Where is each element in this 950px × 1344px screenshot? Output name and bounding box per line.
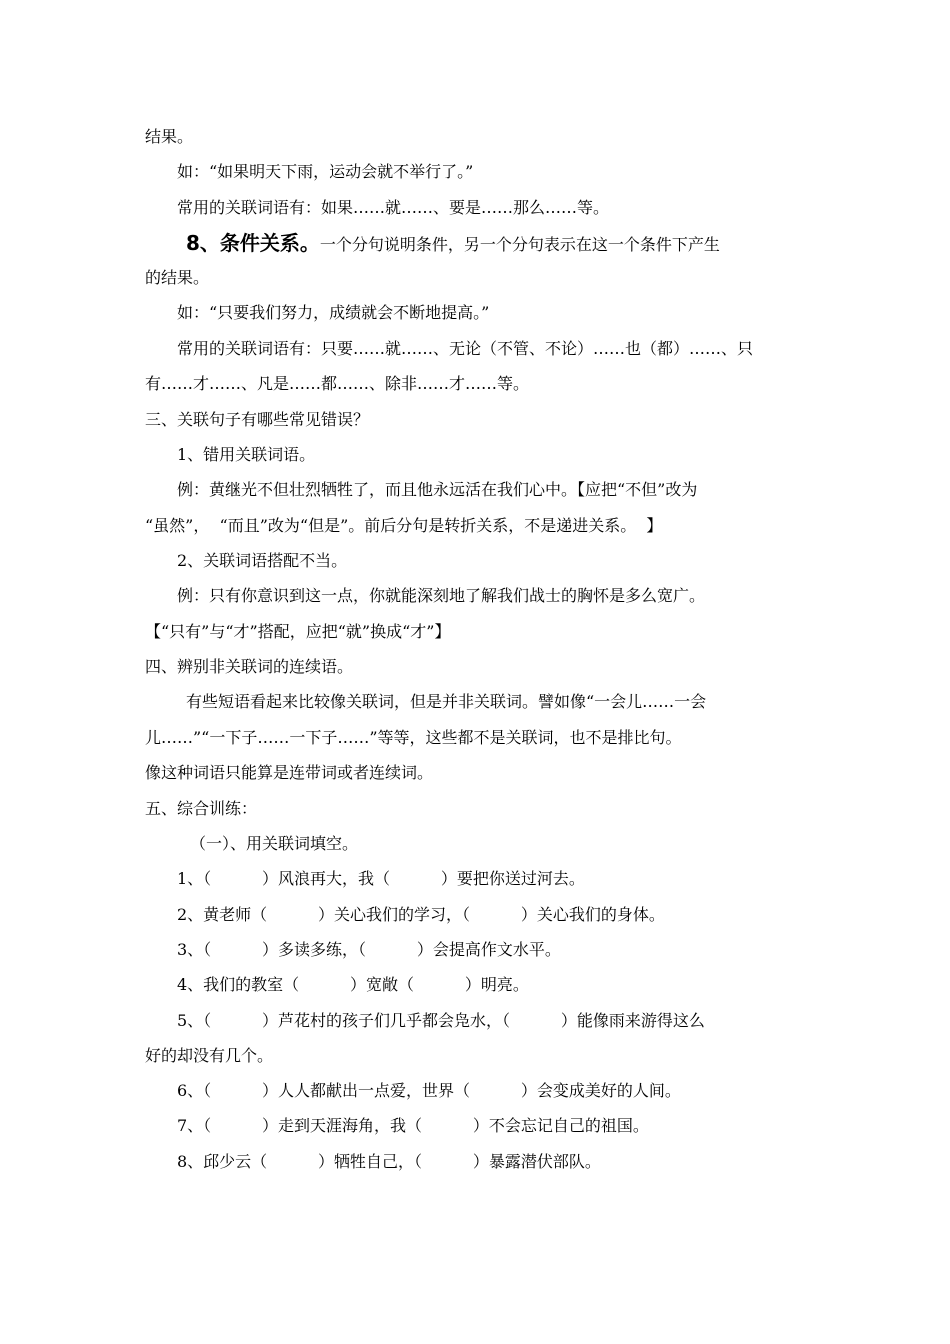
text-line: 一个分句说明条件，另一个分句表示在这一个条件下产生 — [319, 235, 720, 254]
section-title: 五、综合训练： — [145, 799, 258, 818]
text-line: 好的却没有几个。 — [145, 1046, 274, 1065]
exercise-item: 3、（ ）多读多练，（ ）会提高作文水平。 — [177, 940, 561, 959]
example-line: 例：黄继光不但壮烈牺牲了，而且他永远活在我们心中。【应把“不但”改为 — [177, 480, 698, 499]
exercise-item: 1、（ ）风浪再大，我（ ）要把你送过河去。 — [177, 869, 585, 888]
subsection-title: 2、关联词语搭配不当。 — [177, 551, 348, 570]
example-line: 例：只有你意识到这一点，你就能深刻地了解我们战士的胸怀是多么宽广。 — [177, 586, 706, 605]
exercise-item: 6、（ ）人人都献出一点爱，世界（ ）会变成美好的人间。 — [177, 1081, 681, 1100]
example-line: 如：“如果明天下雨，运动会就不举行了。” — [177, 162, 474, 181]
subsection-title: 1、错用关联词语。 — [177, 445, 316, 464]
text-line: 【“只有”与“才”搭配，应把“就”换成“才”】 — [145, 622, 451, 641]
text-line: 像这种词语只能算是连带词或者连续词。 — [145, 763, 434, 782]
section-title: 三、关联句子有哪些常见错误？ — [145, 410, 370, 429]
exercise-item: 7、（ ）走到天涯海角，我（ ）不会忘记自己的祖国。 — [177, 1116, 649, 1135]
example-line: 如：“只要我们努力，成绩就会不断地提高。” — [177, 303, 490, 322]
text-line: “虽然”， “而且”改为“但是”。前后分句是转折关系，不是递进关系。 】 — [145, 516, 663, 535]
text-line: 儿……”“一下子……一下子……”等等，这些都不是关联词，也不是排比句。 — [145, 728, 682, 747]
exercise-item: 5、（ ）芦花村的孩子们几乎都会凫水，（ ）能像雨来游得这么 — [177, 1011, 705, 1030]
exercise-item: 8、邱少云（ ）牺牲自己，（ ）暴露潜伏部队。 — [177, 1152, 601, 1171]
text-line: 结果。 — [145, 127, 194, 146]
text-line: 有……才……、凡是……都……、除非……才……等。 — [145, 374, 530, 393]
text-line: 的结果。 — [145, 268, 210, 287]
section-title: 四、辨别非关联词的连续语。 — [145, 657, 354, 676]
text-line: 常用的关联词语有：如果……就……、要是……那么……等。 — [177, 198, 610, 217]
exercise-item: 2、黄老师（ ）关心我们的学习，（ ）关心我们的身体。 — [177, 905, 665, 924]
text-line: 常用的关联词语有：只要……就……、无论（不管、不论）……也（都）……、只 — [177, 339, 754, 358]
text-line: 有些短语看起来比较像关联词，但是并非关联词。譬如像“一会儿……一会 — [186, 692, 707, 711]
subsection-title: （一）、用关联词填空。 — [190, 834, 359, 853]
section-heading: 8、条件关系。 — [186, 231, 320, 255]
section-heading-line — [186, 233, 720, 255]
exercise-item: 4、我们的教室（ ）宽敞（ ）明亮。 — [177, 975, 529, 994]
